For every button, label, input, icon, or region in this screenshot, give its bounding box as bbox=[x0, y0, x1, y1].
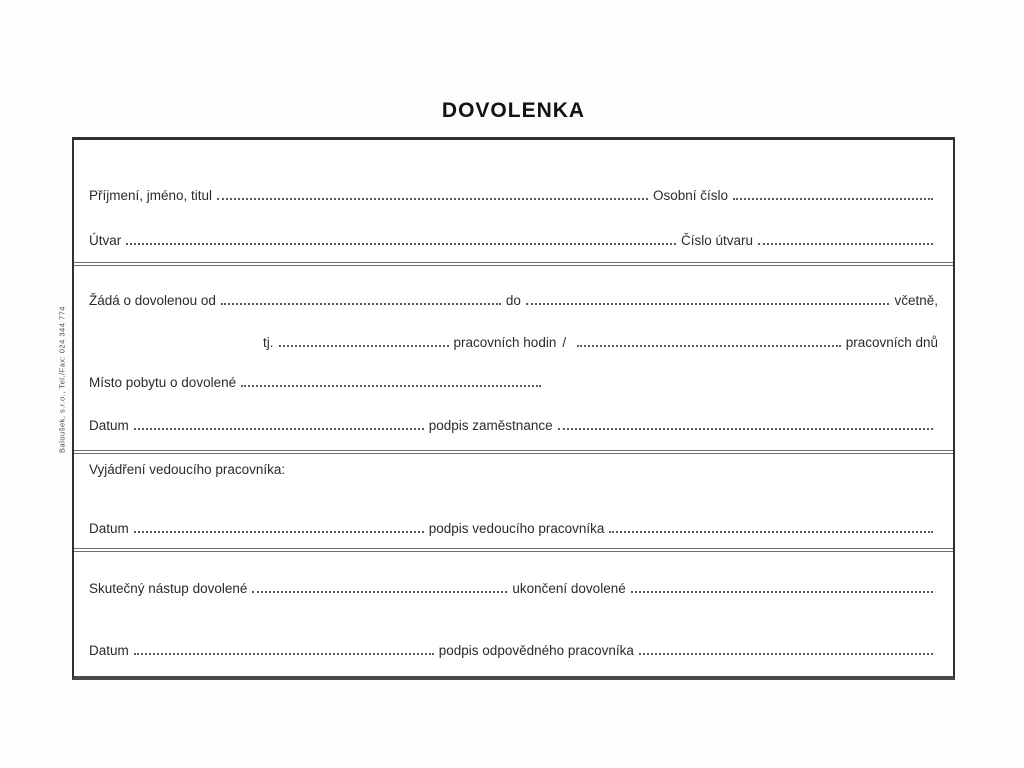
department-fill-line bbox=[126, 243, 676, 245]
employee-signature-label: podpis zaměstnance bbox=[428, 418, 553, 433]
actual-end-label: ukončení dovolené bbox=[512, 581, 626, 596]
actual-end-fill-line bbox=[631, 591, 933, 593]
printer-imprint: Baloušek, s.r.o., Tel./Fax: 024 344 774 bbox=[57, 306, 67, 453]
employee-signature-fill-line bbox=[558, 428, 933, 430]
working-hours-label: pracovních hodin bbox=[453, 335, 557, 350]
row-place bbox=[89, 375, 938, 390]
vacation-form bbox=[72, 137, 955, 680]
date-label: Datum bbox=[89, 643, 129, 658]
row-department bbox=[89, 233, 938, 248]
personal-number-label: Osobní číslo bbox=[652, 188, 728, 203]
row-supervisor-sign bbox=[89, 521, 938, 536]
section-supervisor bbox=[74, 454, 953, 548]
row-responsible-sign bbox=[89, 643, 938, 658]
supervisor-statement-label: Vyjádření vedoucího pracovníka: bbox=[89, 462, 286, 477]
place-fill-line bbox=[241, 385, 541, 387]
date-label: Datum bbox=[89, 418, 129, 433]
hours-fill-line bbox=[279, 345, 449, 347]
date-fill-line bbox=[134, 653, 434, 655]
department-number-fill-line bbox=[758, 243, 933, 245]
section-actual bbox=[74, 552, 953, 676]
page-title: DOVOLENKA bbox=[441, 99, 586, 122]
responsible-signature-label: podpis odpovědného pracovníka bbox=[438, 643, 634, 658]
working-days-label: pracovních dnů bbox=[845, 335, 938, 350]
row-duration bbox=[263, 335, 938, 350]
name-fill-line bbox=[217, 198, 648, 200]
actual-start-fill-line bbox=[252, 591, 507, 593]
row-request-dates bbox=[89, 293, 938, 308]
responsible-signature-fill-line bbox=[639, 653, 933, 655]
to-label: do bbox=[505, 293, 521, 308]
section-identity bbox=[74, 140, 953, 262]
row-employee-sign bbox=[89, 418, 938, 433]
row-name bbox=[89, 188, 938, 203]
inclusive-label: včetně, bbox=[894, 293, 938, 308]
date-to-fill-line bbox=[526, 303, 890, 305]
date-label: Datum bbox=[89, 521, 129, 536]
separator-slash: / bbox=[562, 335, 567, 350]
department-label: Útvar bbox=[89, 233, 122, 248]
supervisor-signature-label: podpis vedoucího pracovníka bbox=[428, 521, 605, 536]
date-fill-line bbox=[134, 428, 424, 430]
row-actual-dates bbox=[89, 581, 938, 596]
section-request bbox=[74, 266, 953, 450]
days-fill-line bbox=[577, 345, 841, 347]
date-from-fill-line bbox=[221, 303, 501, 305]
name-label: Příjmení, jméno, titul bbox=[89, 188, 213, 203]
row-supervisor-statement bbox=[89, 462, 938, 477]
ie-label: tj. bbox=[263, 335, 274, 350]
date-fill-line bbox=[134, 531, 424, 533]
department-number-label: Číslo útvaru bbox=[680, 233, 753, 248]
supervisor-signature-fill-line bbox=[609, 531, 933, 533]
place-label: Místo pobytu o dovolené bbox=[89, 375, 237, 390]
personal-number-fill-line bbox=[733, 198, 933, 200]
actual-start-label: Skutečný nástup dovolené bbox=[89, 581, 248, 596]
request-from-label: Žádá o dovolenou od bbox=[89, 293, 216, 308]
